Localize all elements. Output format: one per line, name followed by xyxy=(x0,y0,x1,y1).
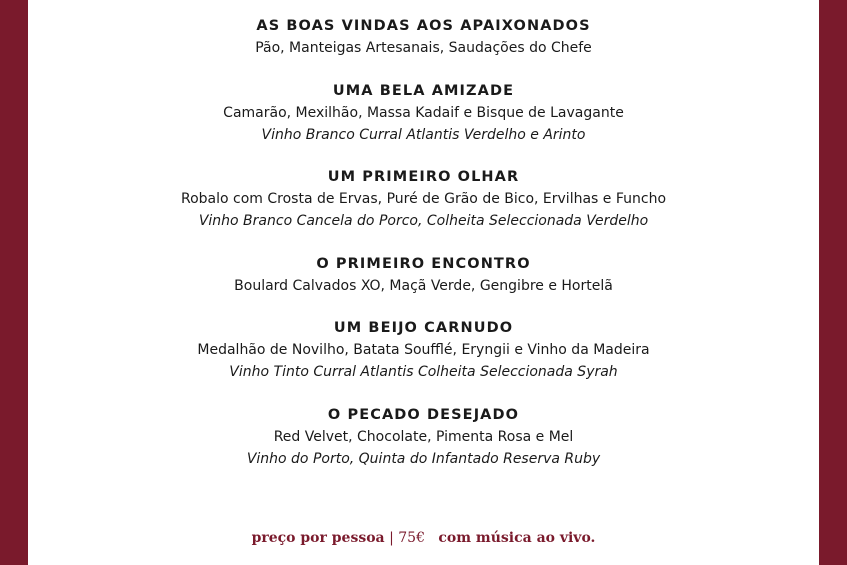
course-title: O PRIMEIRO ENCONTRO xyxy=(316,256,531,272)
course-title: UM BEIJO CARNUDO xyxy=(333,320,514,336)
price-value: 75€ xyxy=(398,530,425,546)
right-border xyxy=(819,0,847,565)
course-title: AS BOAS VINDAS AOS APAIXONADOS xyxy=(256,18,591,34)
price-label: preço por pessoa xyxy=(251,530,385,546)
course-wine: Vinho Tinto Curral Atlantis Colheita Seleccionada Syrah xyxy=(229,364,618,380)
price-separator: | xyxy=(389,530,394,546)
course-wine: Vinho Branco Cancela do Porco, Colheita Seleccionada Verdelho xyxy=(198,213,649,229)
live-music-note: com música ao vivo. xyxy=(438,530,596,546)
course-dessert xyxy=(28,404,819,470)
course-wine: Vinho do Porto, Quinta do Infantado Reserva Ruby xyxy=(246,451,601,467)
course-first-meeting xyxy=(28,253,819,297)
course-dish: Pão, Manteigas Artesanais, Saudações do Chefe xyxy=(255,40,592,56)
course-welcome xyxy=(28,15,819,59)
course-kiss xyxy=(28,317,819,383)
course-friendship xyxy=(28,80,819,146)
course-dish: Red Velvet, Chocolate, Pimenta Rosa e Mel xyxy=(273,429,574,445)
course-title: UM PRIMEIRO OLHAR xyxy=(327,169,520,185)
course-title: O PECADO DESEJADO xyxy=(327,407,520,423)
course-dish: Boulard Calvados XO, Maçã Verde, Gengibre e Hortelã xyxy=(234,278,613,294)
price-footer xyxy=(28,527,819,549)
course-dish: Camarão, Mexilhão, Massa Kadaif e Bisque de Lavagante xyxy=(223,105,624,121)
course-wine: Vinho Branco Curral Atlantis Verdelho e Arinto xyxy=(261,127,586,143)
course-dish: Robalo com Crosta de Ervas, Puré de Grão de Bico, Ervilhas e Funcho xyxy=(180,191,667,207)
course-first-glance xyxy=(28,166,819,232)
course-dish: Medalhão de Novilho, Batata Soufflé, Eryngii e Vinho da Madeira xyxy=(197,342,650,358)
course-title: UMA BELA AMIZADE xyxy=(332,83,515,99)
left-border xyxy=(0,0,28,565)
